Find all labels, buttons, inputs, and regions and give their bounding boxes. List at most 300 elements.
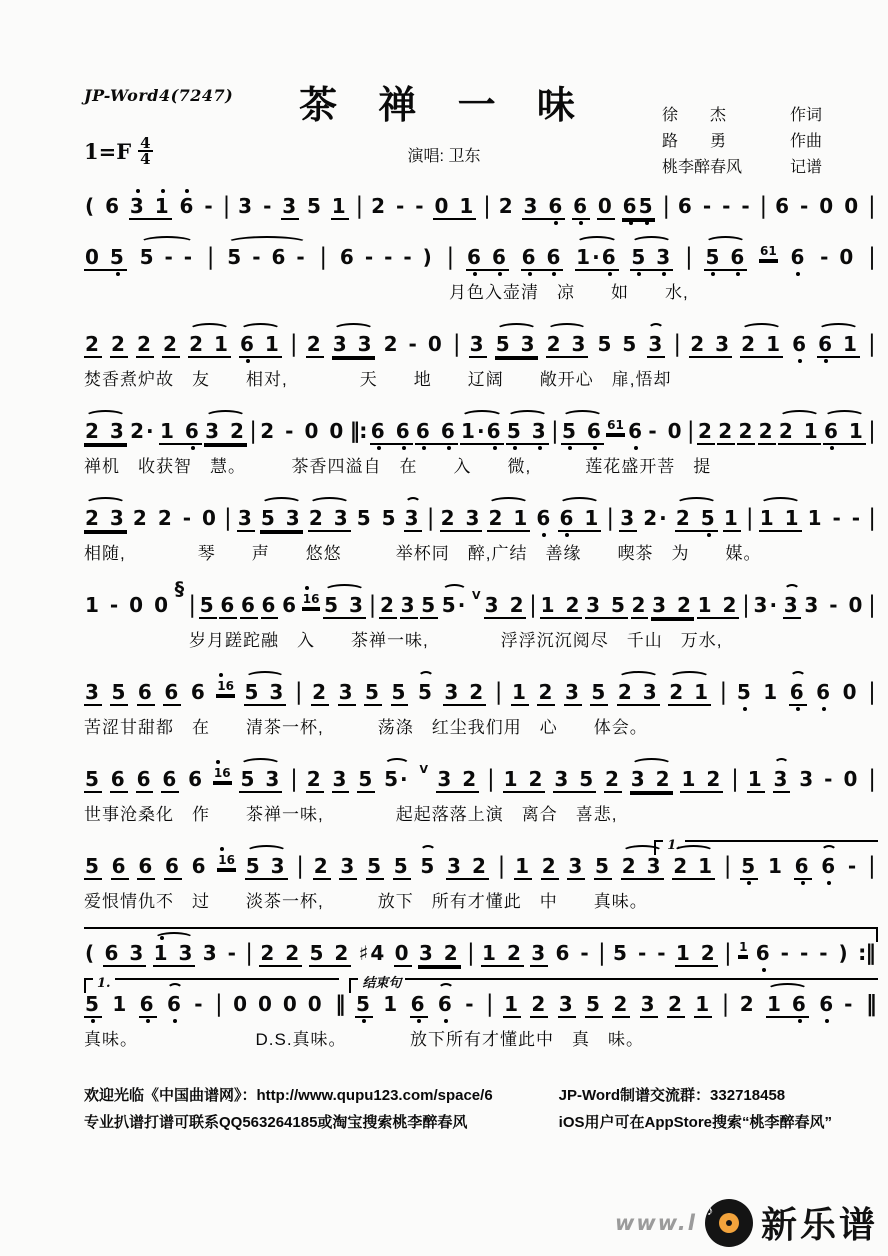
barline: | (206, 244, 215, 270)
time-denominator: 4 (140, 150, 151, 168)
note-token: 1 (767, 854, 784, 878)
note-token: ♯4 (358, 941, 387, 965)
notation-line (84, 229, 876, 271)
barline: | (686, 418, 695, 444)
credit-lyricist (662, 103, 822, 129)
note-token: 5 (365, 680, 381, 704)
note-token: 5· (441, 593, 468, 617)
note-token: 6 - - - ) (339, 245, 434, 269)
note-token: 6 (261, 593, 278, 617)
note-token: 2 2 - 0 (132, 506, 218, 530)
note-token: 1 (747, 767, 764, 791)
grace-note: 16 (216, 680, 235, 696)
note-token: 5 - - (139, 245, 195, 269)
note-token: 3 2 (484, 593, 526, 617)
music-system (84, 229, 876, 303)
lyric-line: 世事沧桑化 作 茶禅一味, 起起落落上演 离合 喜悲, (84, 805, 618, 824)
grace-note: 61 (606, 419, 625, 435)
footer-right (559, 1082, 832, 1136)
key-label: 1=F (84, 138, 132, 164)
note-token: 6 (164, 854, 181, 878)
note-token: 5 6 (705, 245, 747, 269)
note-token: 3 2 (652, 593, 693, 617)
barline: | (294, 679, 303, 705)
footer-left (84, 1082, 493, 1136)
note-token: 6 (437, 992, 454, 1016)
music-system (84, 925, 876, 967)
note-token: 2 3 (85, 506, 126, 530)
breath-mark: V (472, 589, 483, 602)
note-token: 3 (558, 992, 575, 1016)
barline: | (290, 766, 298, 792)
note-token: 3 (783, 593, 800, 617)
note-token: 3 - (202, 941, 238, 965)
barline: | (529, 592, 537, 618)
note-token: 3 (640, 992, 657, 1016)
note-token: 2 (312, 680, 329, 704)
note-token: 3· (753, 593, 780, 617)
watermark-brand: 新乐谱 (760, 1205, 878, 1246)
note-token: 5 (591, 680, 608, 704)
note-token: 1 2 (675, 941, 717, 965)
note-token: - 0 (648, 419, 684, 443)
music-system (84, 577, 876, 651)
music-system (84, 751, 876, 825)
barline: | (222, 193, 231, 219)
note-token: 2 (613, 992, 630, 1016)
note-token: - (847, 854, 859, 878)
note-token: 2 (137, 332, 153, 356)
note-token: 6 - (179, 194, 215, 218)
lyric-line: 禅机 收获智 慧。 茶香四溢自 在 入 微, 莲花盛开菩 提 (84, 457, 712, 476)
note-token: 65 (622, 194, 655, 218)
notation-line (84, 664, 876, 706)
note-token: - (465, 992, 476, 1016)
note-token: 6 (789, 680, 806, 704)
note-token: 3 3 (332, 332, 374, 356)
barline: | (745, 505, 754, 531)
performer-line: 演唱: 卫东 (407, 148, 481, 165)
note-token: 0 (597, 194, 614, 218)
note-token: 5 3 (506, 419, 548, 443)
note-token: 1 - - (807, 506, 863, 530)
credit-name: 路 勇 (662, 133, 727, 150)
notation-line (84, 490, 876, 532)
note-token: 5 (85, 854, 101, 878)
note-token: 5 3 (245, 854, 287, 878)
note-token: 6 (282, 593, 299, 617)
note-token: 2 1 (189, 332, 230, 356)
note-token: 1 2 (482, 941, 523, 965)
note-token: 2 (313, 854, 330, 878)
footer-contact: 专业扒谱打谱可联系QQ563264185或淘宝搜索桃李醉春风 (84, 1114, 468, 1131)
barline: | (597, 940, 606, 966)
note-token: 3 (332, 767, 349, 791)
barline: | (759, 193, 768, 219)
grace-note: 16 (217, 854, 236, 870)
note-token: 6 (139, 992, 156, 1016)
note-token: 6 - - - (677, 194, 752, 218)
note-token: 1 (723, 506, 740, 530)
note-token: 2 - 0 (383, 332, 444, 356)
note-token: 5 3 (244, 680, 286, 704)
barline: | (606, 505, 615, 531)
note-token: 6 - 0 0 (775, 194, 861, 218)
note-token: 1 2 (540, 593, 582, 617)
notation-line (84, 178, 876, 220)
note-token: 3 (338, 680, 355, 704)
note-token: 0 (394, 941, 411, 965)
barline: | (867, 853, 876, 879)
note-token: 1 - 0 0 (85, 593, 170, 617)
note-token: 6 (191, 854, 208, 878)
song-title: 茶 禅 一 味 (299, 82, 589, 127)
music-system (84, 316, 876, 390)
score (84, 178, 876, 1063)
barline: | (868, 418, 876, 444)
note-token: 2 3 (621, 854, 663, 878)
note-token: 5 - - (613, 941, 668, 965)
note-token: 2 (380, 593, 396, 617)
note-token: 1 (112, 992, 129, 1016)
barline: | (868, 244, 876, 270)
credit-role: 作曲 (789, 133, 822, 150)
note-token: 2 3 (440, 506, 482, 530)
note-token: 0 (842, 680, 859, 704)
bracket-label: 1. (663, 839, 685, 852)
note-token: 3 1 (129, 194, 171, 218)
note-token: 2 1 (669, 680, 710, 704)
note-token: 6 (240, 593, 257, 617)
music-system (84, 976, 876, 1050)
barline: | (224, 505, 232, 531)
vinyl-record-icon (705, 1199, 753, 1247)
note-token: 5 (586, 992, 602, 1016)
note-token: 3 (564, 680, 581, 704)
notation-line (84, 316, 876, 358)
lyric-line: 焚香煮炉故 友 相对, 天 地 辽阔 敞开心 扉,悟却 (84, 370, 672, 389)
note-token: 3 (85, 680, 101, 704)
note-token: 3 (773, 767, 790, 791)
music-system (84, 403, 876, 477)
note-token: 6 (821, 854, 838, 878)
note-token: 5 (358, 767, 375, 791)
notation-line (84, 577, 876, 619)
site-watermark (615, 1197, 878, 1248)
footer-qq-group: JP-Word制谱交流群：332718458 (558, 1087, 786, 1104)
note-token: 6 (188, 767, 205, 791)
note-token: 2 (541, 854, 558, 878)
music-note-icon: ♪ (706, 1202, 714, 1218)
note-token: 3 - (238, 194, 274, 218)
note-token: 5 (417, 680, 434, 704)
barline: | (245, 940, 254, 966)
note-token: 5 (111, 680, 128, 704)
note-token: 2 3 (546, 332, 588, 356)
note-token: 6 (536, 506, 553, 530)
note-token: 3 (531, 941, 548, 965)
repeat-barline: :‖ (857, 941, 875, 965)
breath-mark: V (419, 763, 431, 776)
barline: | (249, 418, 257, 444)
barline: | (721, 991, 730, 1017)
note-token: 1 6 (159, 419, 201, 443)
note-token: 5 - 6 - (227, 245, 307, 269)
note-token: 6 (162, 767, 179, 791)
note-token: - 0 (820, 245, 856, 269)
notation-line (84, 751, 876, 793)
note-token: 3 - 0 (804, 593, 865, 617)
note-token: 3 (340, 854, 357, 878)
note-token: 2 1 (488, 506, 530, 530)
barline: | (452, 331, 461, 357)
note-token: 5 (736, 680, 753, 704)
note-token: 1 2 (503, 767, 545, 791)
note-token: 2 (667, 992, 684, 1016)
note-token: 6 (628, 419, 645, 443)
notation-line (84, 403, 876, 445)
note-token: 5 5 (597, 332, 639, 356)
generator-watermark: JP-Word4(7247) (84, 86, 234, 105)
barline: | (868, 592, 876, 618)
note-token: 1 (515, 854, 531, 878)
note-token: 5 3 (495, 332, 537, 356)
note-token: 1 (331, 194, 348, 218)
credit-role: 记谱 (789, 159, 822, 176)
note-token: 2 (738, 419, 755, 443)
barline: | (731, 766, 739, 792)
note-token: 2 (604, 767, 621, 791)
grace-note: 1 (738, 941, 748, 957)
music-system (84, 664, 876, 738)
note-token: 5 5 (356, 506, 398, 530)
note-token: 3 (568, 854, 585, 878)
note-token: 6 (792, 332, 808, 356)
note-token: 5 (420, 854, 437, 878)
note-token: 2 3 (690, 332, 732, 356)
credit-role: 作词 (789, 107, 822, 124)
note-token: 3 2 (447, 854, 488, 878)
barline: | (289, 331, 298, 357)
note-token: 6 6 (521, 245, 563, 269)
barline: | (188, 592, 197, 618)
barline: | (868, 766, 876, 792)
lyric-line: 岁月蹉跎融 入 茶禅一味, 浮浮沉沉阅尽 千山 万水, (189, 631, 723, 650)
note-token: 6 (816, 680, 833, 704)
note-token: 5 2 (309, 941, 351, 965)
repeat-barline: ‖: (349, 419, 367, 443)
volta-bracket (84, 927, 878, 942)
credit-name: 徐 杰 (662, 107, 727, 124)
note-token: 5 (595, 854, 611, 878)
barline: | (868, 505, 876, 531)
note-token: 5· (384, 767, 410, 791)
barline: | (662, 193, 671, 219)
barline: | (319, 244, 328, 270)
barline: | (446, 244, 455, 270)
note-token: 6 (166, 992, 183, 1016)
note-token: 3 (648, 332, 665, 356)
music-system (84, 490, 876, 564)
note-token: 6 6 (467, 245, 508, 269)
note-token: 6 (410, 992, 427, 1016)
note-token: 6 1 (818, 332, 859, 356)
barline: | (723, 853, 732, 879)
barline: | (368, 592, 377, 618)
note-token: 1 (695, 992, 712, 1016)
note-token: 6 (794, 854, 811, 878)
note-token: 2 5 (675, 506, 717, 530)
watermark-url: www.l (614, 1210, 697, 1235)
grace-note: 16 (213, 767, 232, 783)
note-token: 1 (504, 992, 520, 1016)
note-token: 1 6 (767, 992, 808, 1016)
note-token: 0 5 (85, 245, 126, 269)
note-token: 3 2 (630, 767, 672, 791)
note-token: 2 (631, 593, 648, 617)
note-token: 2 (531, 992, 548, 1016)
barline: | (868, 679, 876, 705)
note-token: 1 1 (759, 506, 801, 530)
lyric-line: 月色入壶清 凉 如 水, (449, 283, 689, 302)
note-token: 5 (306, 194, 323, 218)
note-token: 5 (85, 992, 101, 1016)
note-token: 6 6 (415, 419, 457, 443)
note-token: 2 (163, 332, 179, 356)
note-token: 3 (620, 506, 637, 530)
note-token: 2 (758, 419, 775, 443)
note-token: 2 2 (260, 941, 302, 965)
grace-note: 16 (302, 593, 321, 609)
note-token: 6 (573, 194, 590, 218)
barline: | (355, 193, 364, 219)
note-token: 3 (400, 593, 417, 617)
note-token: - (194, 992, 205, 1016)
barline: | (483, 193, 491, 219)
note-token: 2 - 0 0 (260, 419, 346, 443)
note-token: 2 (85, 332, 101, 356)
note-token: 6 6 (370, 419, 412, 443)
note-token: 5 3 (260, 506, 302, 530)
barline: | (497, 853, 506, 879)
barline: | (719, 679, 728, 705)
note-token: 6 (220, 593, 237, 617)
grace-note: 61 (759, 245, 778, 261)
note-token: 6 (110, 767, 127, 791)
note-token: 6 (136, 767, 153, 791)
note-token: 6 1 (559, 506, 601, 530)
credit-name: 桃李醉春风 (662, 159, 743, 176)
note-token: 2 (498, 194, 515, 218)
note-token: 2 (306, 332, 323, 356)
note-token: ( 6 (85, 194, 122, 218)
note-token: 2 1 (741, 332, 782, 356)
note-token: 2 3 (85, 419, 126, 443)
note-token: 2 (739, 992, 756, 1016)
barline: | (724, 940, 732, 966)
repeat-barline: ‖ (335, 992, 345, 1016)
footer (84, 1082, 832, 1136)
note-token: 2 3 (617, 680, 659, 704)
note-token: 6 1 (824, 419, 865, 443)
note-token: 5 3 (324, 593, 365, 617)
note-token: ( (85, 941, 97, 965)
note-token: 5 3 (240, 767, 282, 791)
footer-appstore: iOS用户可在AppStore搜索“桃李醉春风” (558, 1114, 832, 1131)
note-token: 3 (404, 506, 421, 530)
note-token: 3 2 (437, 767, 479, 791)
note-token: 1 (383, 992, 400, 1016)
note-token: 2 1 (673, 854, 715, 878)
lyric-line: 真味。 D.S.真味。 放下所有才懂此中 真 味。 (84, 1030, 645, 1049)
barline: | (296, 853, 305, 879)
time-numerator: 4 (140, 134, 151, 152)
credits-block (662, 103, 822, 181)
note-token: 6 - (819, 992, 855, 1016)
note-token: 1 (763, 680, 780, 704)
barline: | (487, 766, 495, 792)
note-token: 5 (741, 854, 758, 878)
note-token: 5 (199, 593, 216, 617)
note-token: 5 (393, 854, 410, 878)
note-token: 6 (190, 680, 207, 704)
note-token: 3 2 (418, 941, 460, 965)
barline: | (426, 505, 435, 531)
barline: | (742, 592, 750, 618)
note-token: 6 (790, 245, 807, 269)
note-token: 3 2 (205, 419, 246, 443)
lyric-line: 相随, 琴 声 悠悠 举杯同 醉,广结 善缘 喫茶 为 媒。 (84, 544, 762, 563)
note-token: 5 (391, 680, 408, 704)
note-token: 0 1 (434, 194, 476, 218)
note-token: 5 (85, 767, 101, 791)
barline: | (466, 940, 475, 966)
note-token: 2 (697, 419, 714, 443)
barline: | (494, 679, 503, 705)
note-token: 5 (367, 854, 383, 878)
music-system (84, 838, 876, 912)
barline: | (550, 418, 559, 444)
lyric-line: 爱恨情仇不 过 淡茶一杯, 放下 所有才懂此 中 真味。 (84, 892, 648, 911)
note-token: 6 1 (239, 332, 281, 356)
bracket-label: 结束句 (358, 977, 405, 990)
note-token: 3 (469, 332, 486, 356)
note-token: 5 (355, 992, 372, 1016)
segno-icon: § (174, 578, 187, 600)
note-token: 5 6 (562, 419, 603, 443)
note-token: 5 3 (631, 245, 673, 269)
lyric-line: 苦涩甘甜都 在 清茶一杯, 荡涤 红尘我们用 心 体会。 (84, 718, 648, 737)
note-token: 2 (306, 767, 323, 791)
note-token: 0 0 0 0 (233, 992, 324, 1016)
barline: | (485, 991, 494, 1017)
footer-site-link[interactable]: 欢迎光临《中国曲谱网》：http://www.qupu123.com/space/6 (84, 1087, 493, 1104)
note-token: 2 (538, 680, 555, 704)
bracket-label: 1. (93, 977, 115, 990)
note-token: 1 (512, 680, 528, 704)
note-token: 2· (130, 419, 156, 443)
note-token: 1 2 (697, 593, 739, 617)
barline: | (867, 193, 876, 219)
note-token: 1·6 (461, 419, 503, 443)
note-token: 6 (111, 854, 128, 878)
barline: | (673, 331, 682, 357)
barline: | (214, 991, 223, 1017)
note-token: 2 (111, 332, 127, 356)
note-token: 2· (643, 506, 669, 530)
note-token: 3 (282, 194, 299, 218)
note-token: 3 2 (444, 680, 486, 704)
